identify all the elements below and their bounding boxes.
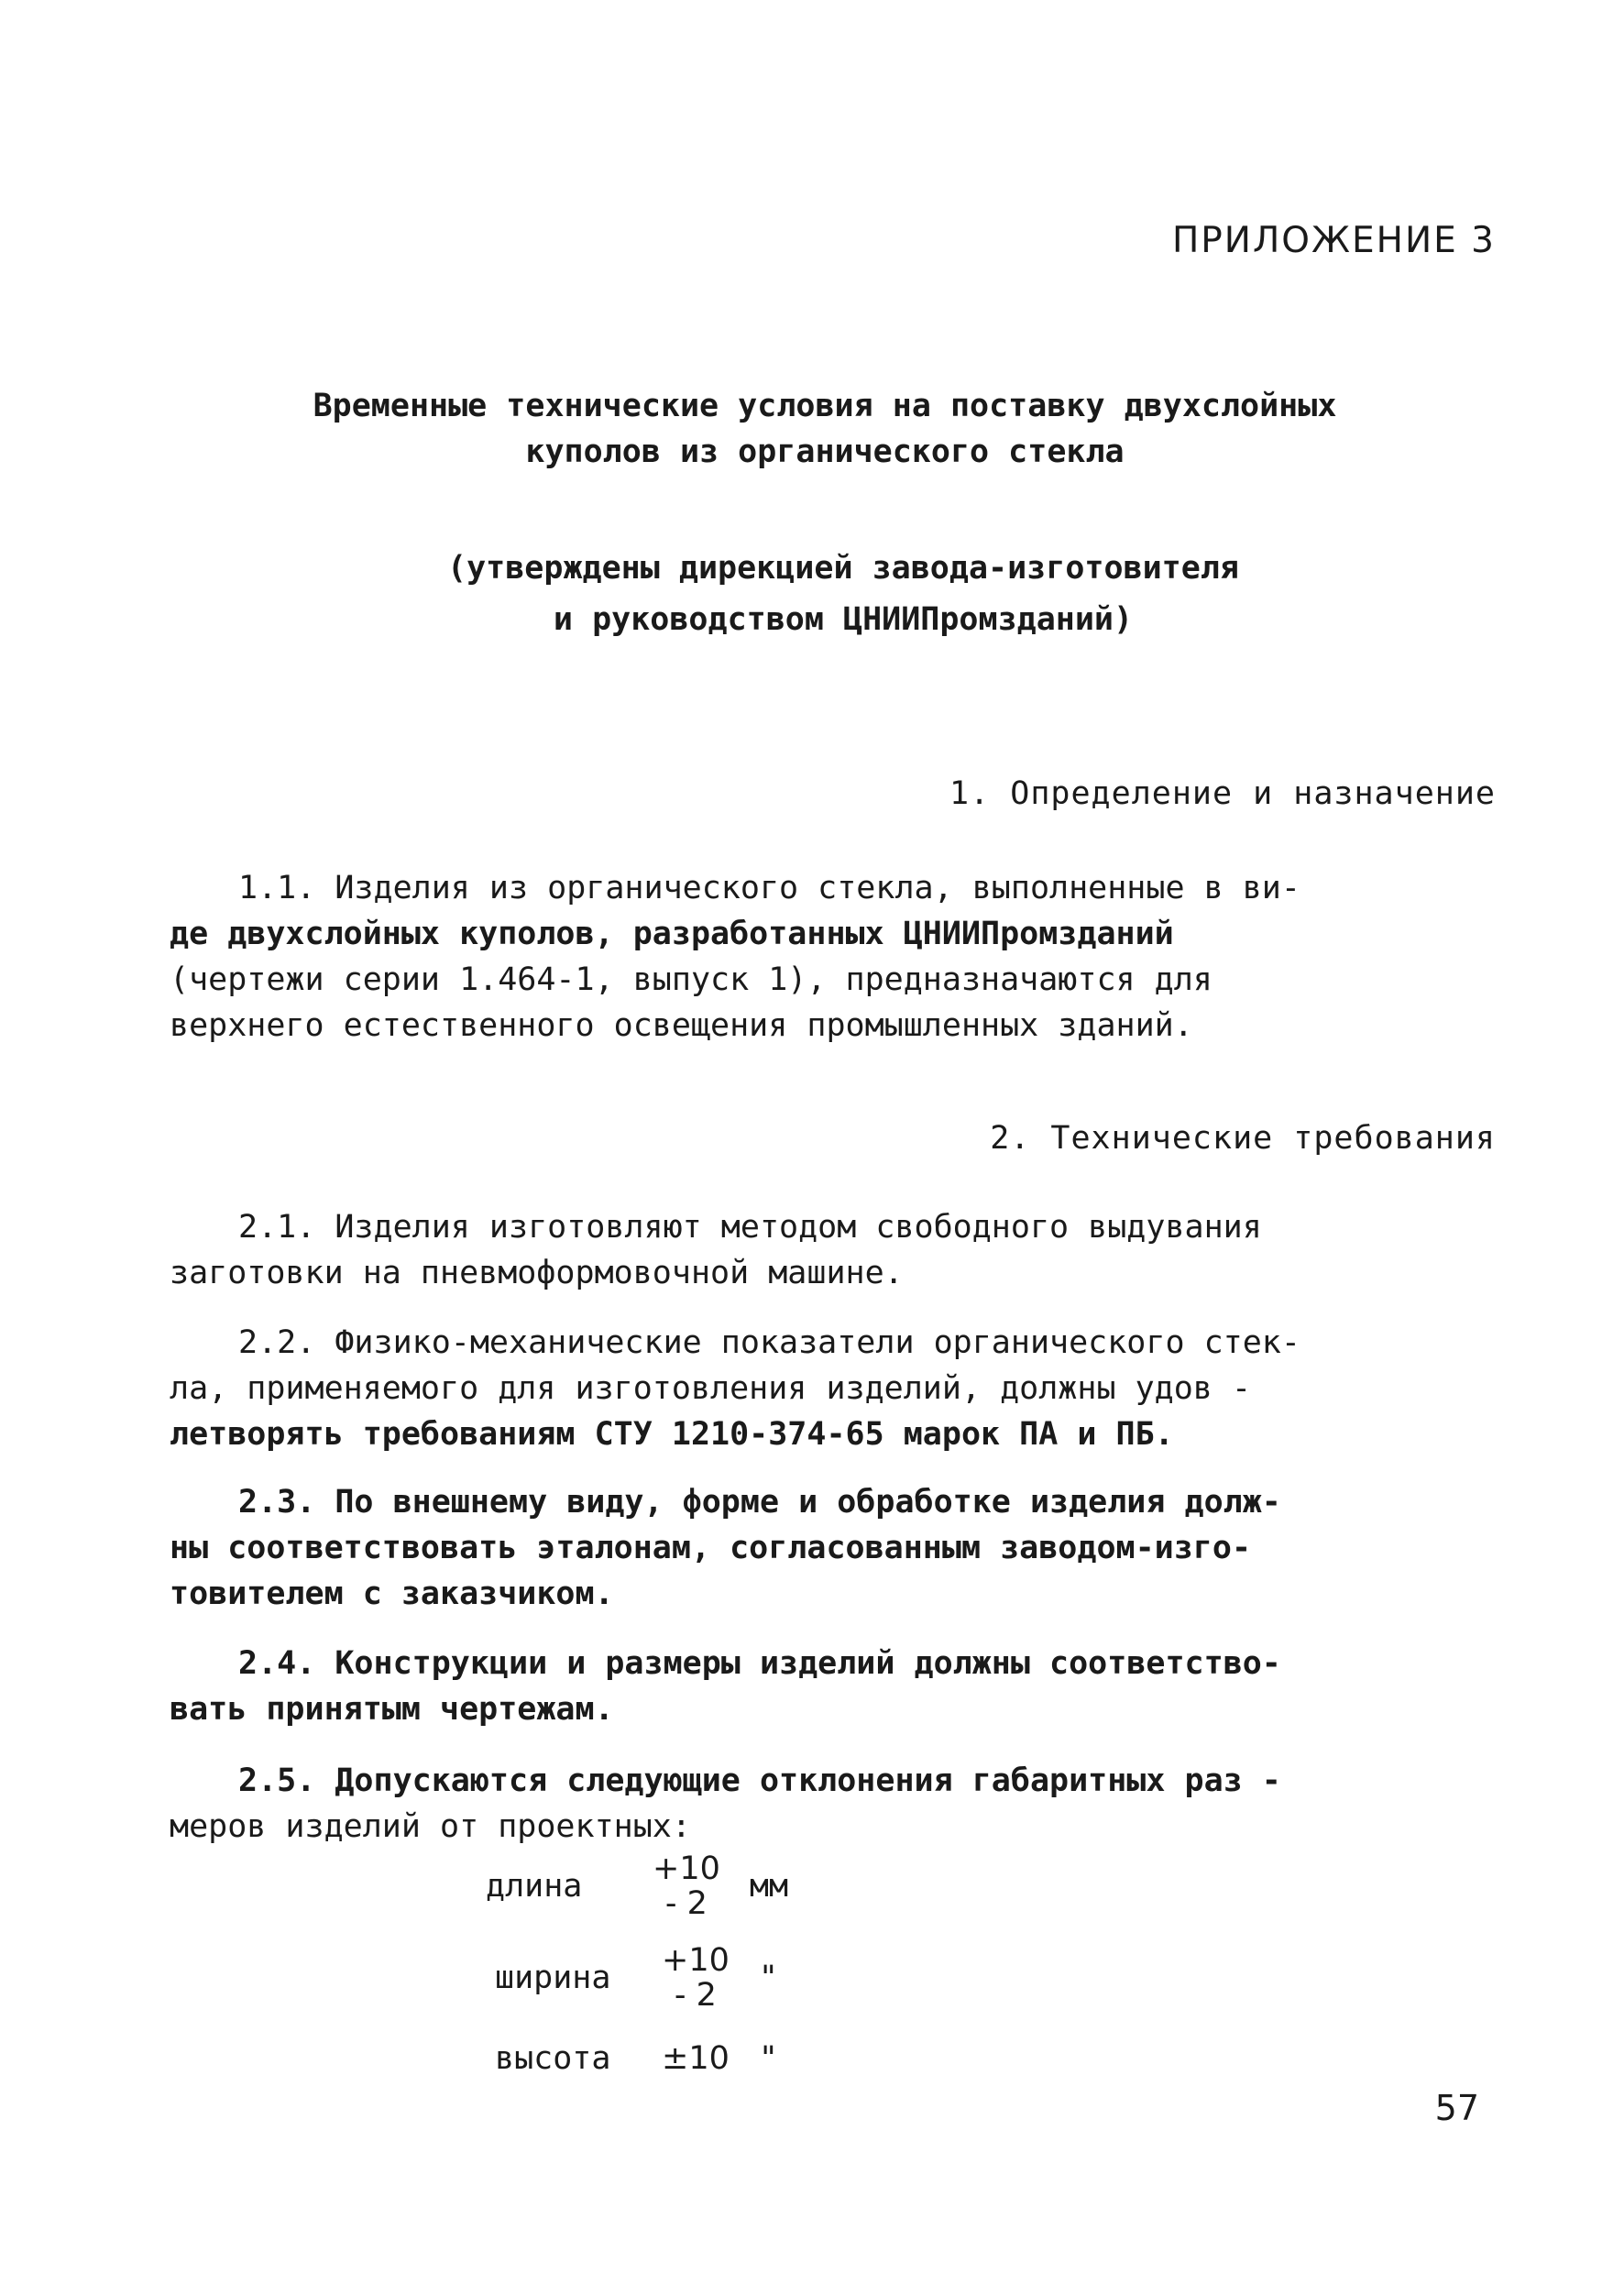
paragraph-2-3 <box>170 1479 1489 1617</box>
paragraph-line: (чертежи серии 1.464-1, выпуск 1), предназначаются для <box>170 961 1213 998</box>
tolerance-lower: - 2 <box>664 1885 708 1922</box>
paragraph-line: 2.5. Допускаются следующие отклонения габаритных раз - <box>238 1762 1281 1799</box>
paragraph-line: 2.2. Физико-механические показатели органического стек- <box>238 1324 1300 1361</box>
approval-line: (утверждены дирекцией завода-изготовителя <box>447 550 1239 587</box>
approval-line: и руководством ЦНИИПромзданий) <box>553 601 1134 638</box>
tolerance-upper: +10 <box>662 1942 730 1979</box>
tolerance-unit: мм <box>749 1868 789 1905</box>
tolerance-label: длина <box>486 1868 583 1905</box>
paragraph-2-5 <box>170 1758 1489 1850</box>
document-title <box>165 383 1485 475</box>
paragraph-2-1 <box>170 1204 1489 1296</box>
tolerance-label: высота <box>495 2040 611 2077</box>
title-line: Временные технические условия на поставку двухслойных <box>313 388 1337 424</box>
paragraph-2-4 <box>170 1641 1489 1732</box>
tolerance-width <box>495 1943 778 2013</box>
paragraph-1-1 <box>170 865 1489 1049</box>
paragraph-line: 1.1. Изделия из органического стекла, выполненные в ви- <box>238 870 1300 906</box>
tolerance-label: ширина <box>495 1960 611 1996</box>
paragraph-line: 2.4. Конструкции и размеры изделий должны соответство- <box>238 1645 1281 1682</box>
paragraph-line: 2.3. По внешнему виду, форме и обработке изделия долж- <box>238 1484 1281 1521</box>
paragraph-line: товителем с заказчиком. <box>170 1576 614 1612</box>
paragraph-line: вать принятым чертежам. <box>170 1691 614 1728</box>
title-line: куполов из органического стекла <box>525 434 1125 470</box>
tolerance-height <box>495 2040 778 2077</box>
tolerance-lower: - 2 <box>674 1977 717 2014</box>
paragraph-line: меров изделий от проектных: <box>170 1808 691 1845</box>
paragraph-line: верхнего естественного освещения промышленных зданий. <box>170 1007 1193 1044</box>
tolerance-unit: " <box>758 1960 778 1996</box>
page-number: 57 <box>1434 2088 1479 2128</box>
section-1-heading: 1. Определение и назначение <box>949 775 1496 812</box>
paragraph-line: де двухслойных куполов, разработанных ЦНИИПромзданий <box>170 916 1174 952</box>
tolerance-fraction <box>662 1943 730 2013</box>
section-2-heading: 2. Технические требования <box>990 1120 1496 1157</box>
tolerance-length <box>486 1851 788 1921</box>
appendix-label: ПРИЛОЖЕНИЕ 3 <box>1171 220 1496 261</box>
tolerance-upper: +10 <box>653 1850 720 1887</box>
paragraph-line: ны соответствовать эталонам, согласованным заводом-изго- <box>170 1530 1252 1566</box>
approval-note <box>183 543 1503 645</box>
paragraph-2-2 <box>170 1320 1489 1457</box>
paragraph-line: 2.1. Изделия изготовляют методом свободного выдувания <box>238 1209 1262 1246</box>
paragraph-line: летворять требованиям СТУ 1210-374-65 марок ПА и ПБ. <box>170 1416 1174 1453</box>
paragraph-line: ла, применяемого для изготовления изделий, должны удов - <box>170 1370 1252 1407</box>
tolerance-unit: " <box>758 2040 778 2077</box>
tolerance-value: ±10 <box>662 2040 730 2077</box>
paragraph-line: заготовки на пневмоформовочной машине. <box>170 1255 904 1291</box>
tolerance-fraction <box>653 1851 720 1921</box>
